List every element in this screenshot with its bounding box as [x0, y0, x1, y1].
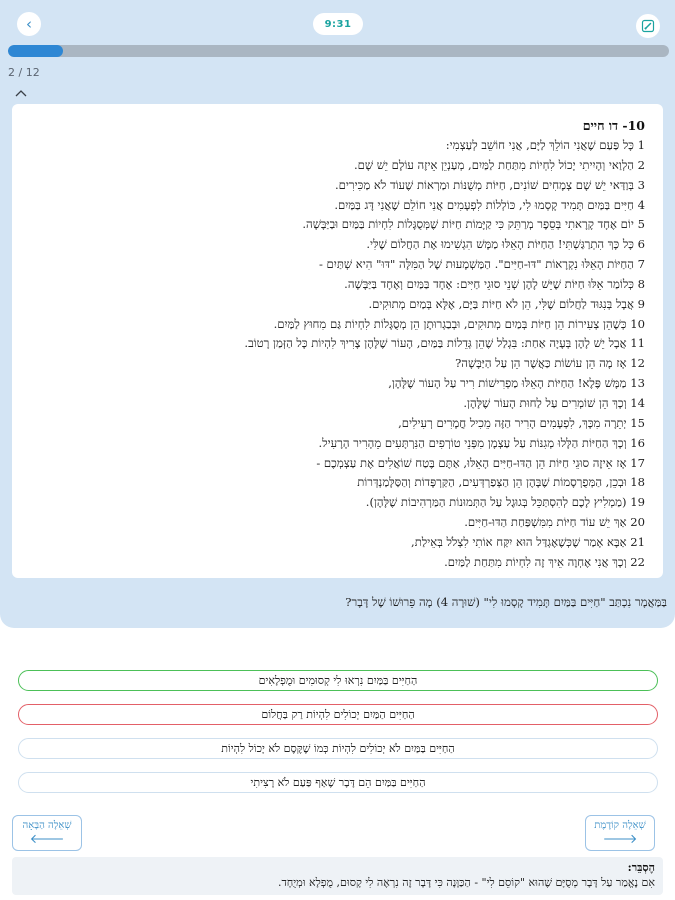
passage-line: 19 (מַמְלִיץ לָכֶם לְהִסְתַּכֵּל בְּגוּגֶל עַל הַתְּמוּנוֹת הַמַּרְהִיבוֹת שֶׁלָּהֶן). — [365, 495, 645, 510]
timer-badge — [313, 13, 363, 35]
passage-line: 10 כְּשֶׁהֵן צְעִירוֹת הֵן חַיּוֹת בְּמַיִם מְתוּקִים, וּבְבַגְרוּתָן הֵן מְסֻגָּלוֹת לִחְיוֹת גַּם מִחוּץ לַמַּיִם. — [273, 316, 645, 331]
passage-line: 14 וְכָךְ הֵן שׁוֹמְרִים עַל לַחוּת הָעוֹר שֶׁלָּהֶן. — [463, 395, 645, 410]
passage-line: 1 כָּל פַּעַם שֶׁאֲנִי הוֹלֵךְ לַיָּם, אֲנִי חוֹשֵׁב לְעַצְמִי: — [445, 138, 645, 152]
next-question-button[interactable] — [12, 815, 82, 851]
passage-card — [12, 104, 663, 578]
arrow-left-icon: 🡐 — [29, 832, 65, 847]
passage-line: 5 יוֹם אֶחָד קָרָאתִי בְּסֵפֶר מְרַתֵּק כִּי קַיָּמוֹת חַיּוֹת שֶׁמְּסֻגָּלוֹת לִחְיוֹת בַּמַּיִם וּבַיַּבָּשָׁה. — [302, 217, 645, 232]
progress-bar — [8, 45, 669, 57]
passage-line: 8 כְּלוֹמַר אֵלּוּ חַיּוֹת שֶׁיֵּשׁ לָהֶן שְׁנֵי סוּגֵי חַיִּים: אֶחָד בַּמַּיִם וְאֶחָד בַּיַּבָּשָׁה. — [344, 276, 645, 291]
answer-option[interactable] — [18, 670, 658, 691]
answer-option-label: הַחַיִּים בַּמַּיִם הֵם דָּבָר שֶׁאַף פַּעַם לֹא רָצִיתִי — [250, 776, 426, 789]
passage-line: 16 וְכָךְ הַחַיּוֹת הַלָּלוּ מְגִנּוֹת עַל עַצְמָן מִפְּנֵי טוֹרְפִים הַנִּרְתָּעִים מֵהָרִיר הָרָעִיל. — [318, 435, 645, 450]
answer-option[interactable] — [18, 738, 658, 759]
answer-option-label: הַחַיִּים בַּמַּיִם נִרְאוּ לִי קְסוּמִים וּמֻפְלָאִים — [258, 674, 418, 687]
back-button[interactable] — [17, 12, 41, 36]
passage-line: 6 כָּל כָּךְ הִתְרַגַּשְׁתִּי! הַחַיּוֹת הָאֵלּוּ מַמָּשׁ הִגְשִׁימוּ אֶת הַחֲלוֹם שֶׁלִּי. — [366, 237, 645, 252]
passage-title: 10- דו חיים — [582, 118, 645, 133]
answer-option-label: הַחַיִּים בַּמַּיִם לֹא יְכוֹלִים לִהְיוֹת כְּמוֹ שֶׁקֶּסֶם לֹא יָכוֹל לִהְיוֹת — [221, 742, 455, 755]
answer-option[interactable] — [18, 772, 658, 793]
passage-line: 13 מַמָּשׁ פֶּלֶא! הַחַיּוֹת הָאֵלּוּ מַפְרִישׁוֹת רִיר עַל הָעוֹר שֶׁלָּהֶן, — [388, 376, 645, 391]
passage-line: 11 אֲבָל יֵשׁ לָהֶן בְּעָיָה אַחַת: בִּגְלַל שֶׁהֵן גְּדֵלוֹת בַּמַּיִם, הָעוֹר שֶׁלָּהֶן צָרִיךְ לִהְיוֹת כָּל הַזְּמַן רָטוֹב. — [244, 336, 645, 351]
passage-line: 12 אָז מָה הֵן עוֹשׂוֹת כַּאֲשֶׁר הֵן עַל הַיַּבָּשָׁה? — [455, 356, 645, 371]
explanation-label: הֶסְבֵּר: — [627, 861, 655, 874]
explanation-box — [12, 857, 663, 895]
explanation-text: אִם נֶאֱמַר עַל דָּבָר מְסֻיָּם שֶׁהוּא "קוֹסֵם לִי" - הַכַּוָּנָה כִּי דָּבָר זֶה נִרְאֶה לִי קָסוּם, מֻפְלָא וּמְיֻחָד. — [278, 876, 655, 889]
previous-question-label: שְׁאֵלָה קוֹדֶמֶת — [594, 820, 646, 831]
passage-line: 22 וְכָךְ אֲנִי אֶחְוֶה אֵיךְ זֶה לִחְיוֹת מִתַּחַת לַמַּיִם. — [444, 554, 645, 569]
arrow-right-icon: 🡒 — [602, 832, 638, 847]
question-counter: 2 / 12 — [8, 66, 40, 79]
passage-line: 4 חַיִּים בַּמַּיִם תָּמִיד קָסְמוּ לִי, כּוֹלְלוֹת לִפְעָמִים אֲנִי חוֹלֵם שֶׁאֲנִי דָּג בַּמַּיִם. — [334, 197, 645, 212]
passage-line: 2 הַלְוַאי וְהָיִיתִי יָכוֹל לִחְיוֹת מִתַּחַת לַמַּיִם, מְעַנְיֵן אֵיזֶה עוֹלָם יֵשׁ שָׁם. — [353, 157, 645, 172]
passage-lines — [30, 136, 645, 573]
passage-line: 21 אַבָּא אָמַר שֶׁכְּשֶׁאֶגְדַּל הוּא יִקַּח אוֹתִי לִצְלֹל בְּאֵילַת, — [411, 534, 645, 549]
progress-fill — [8, 45, 63, 57]
timer-value: 9:31 — [324, 18, 352, 30]
chevron-up-icon[interactable] — [13, 86, 29, 102]
passage-line: 17 אָז אֵיזֶה סוּגֵי חַיּוֹת הֵן הַדּוּ-חַיִּים הָאֵלּוּ, אַתֶּם בֶּטַח שׁוֹאֲלִים אֶת עַצְמְכֶם - — [316, 455, 645, 470]
chevron-left-icon: ‹ — [26, 14, 32, 33]
passage-line: 3 בְּוַדַּאי יֵשׁ שָׁם צְמָחִים שׁוֹנִים, חַיּוֹת מְשֻׁנּוֹת וּמַרְאוֹת שֶׁעוֹד לֹא מַכִּירִים. — [334, 177, 645, 192]
passage-line: 7 הַחַיּוֹת הָאֵלּוּ נִקְרָאוֹת "דּוּ-חַיִּים". הַמַּשְׁמָעוּת שֶׁל הַמִּלָּה "דּוּ" הִיא שְׁתַּיִם - — [318, 257, 645, 272]
passage-line: 18 וּבְכֵן, הַמְּפֻרְסָמוֹת שֶׁבָּהֶן הֵן הַצְּפַרְדְּעִים, הַקַּרְפָּדוֹת וְהַסַּלָּמַנְדְּרוֹת — [357, 475, 645, 490]
question-text: בַּמַּאֲמָר נִכְתַּב "חַיִּים בַּמַּיִם תָּמִיד קָסְמוּ לִי" (שׁוּרָה 4) מָה פֵּרוּשׁוֹ שֶׁל דָּבָר? — [345, 595, 667, 609]
edit-button[interactable] — [636, 14, 660, 38]
passage-line: 9 אֲבָל בְּנִגּוּד לַחֲלוֹם שֶׁלִּי, הֵן לֹא חַיּוֹת בַּיָּם, אֶלָּא בְּמַיִם מְתוּקִים. — [368, 296, 645, 311]
pencil-icon — [641, 19, 655, 33]
passage-line: 20 אַךְ יֵשׁ עוֹד חַיּוֹת מִמִּשְׁפַּחַת הַדּוּ-חַיִּים. — [464, 515, 645, 530]
passage-line: 15 יְתֵרָה מִכָּךְ, לִפְעָמִים הָרִיר הַזֶּה מֵכִיל חֳמָרִים רְעִילִים, — [398, 415, 645, 430]
answer-option[interactable] — [18, 704, 658, 725]
answer-option-label: הַחַיִּים הַמַּיִם יְכוֹלִים לִהְיוֹת רַק בַּחֲלוֹם — [261, 708, 415, 721]
next-question-label: שְׁאֵלָה הַבָּאָה — [22, 820, 72, 831]
previous-question-button[interactable] — [585, 815, 655, 851]
